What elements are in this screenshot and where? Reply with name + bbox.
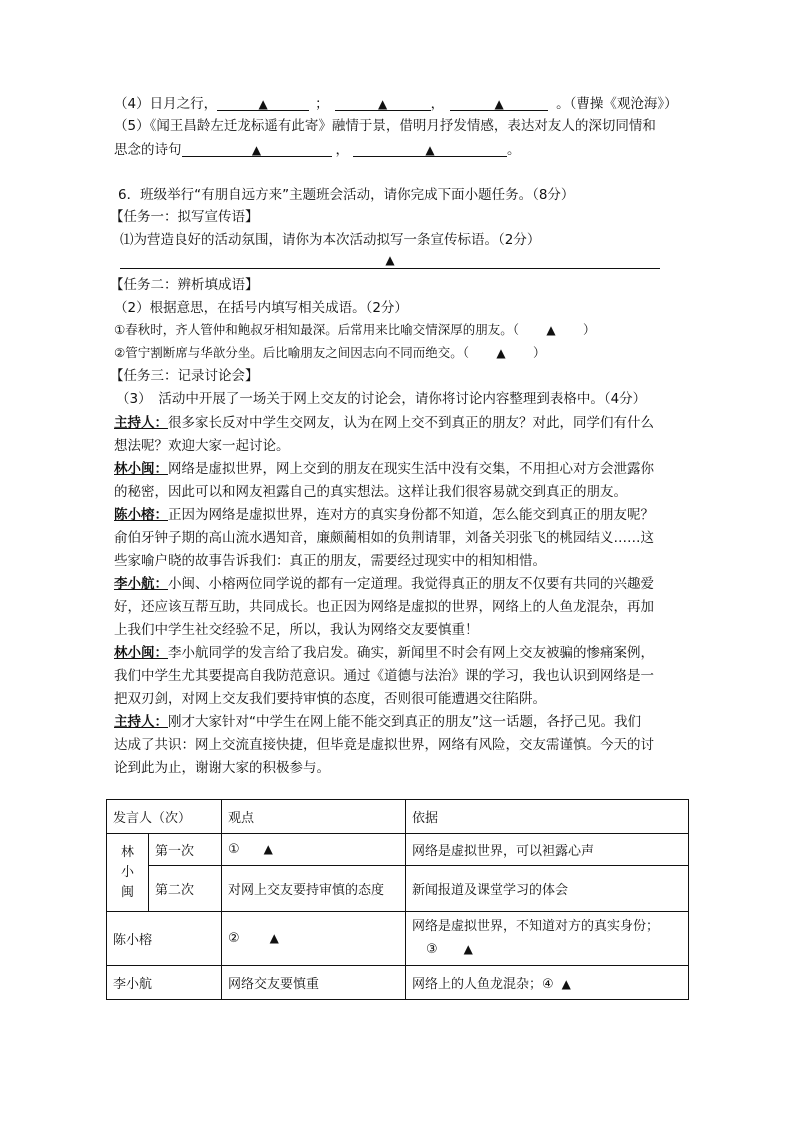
task1-answer-line[interactable]	[120, 252, 660, 269]
q5-blank-1[interactable]	[182, 140, 332, 157]
speaker-lin: 林小闽：	[114, 461, 168, 477]
idiom-1-blank[interactable]	[519, 320, 583, 340]
dialogue-line	[114, 413, 654, 433]
task3-prompt: （3） 活动中开展了一场关于网上交友的讨论会，请你将讨论内容整理到表格中。（4分）	[116, 391, 647, 407]
triangle-mark-icon: ▲	[496, 346, 506, 360]
speaker-li: 李小航：	[114, 576, 168, 592]
discussion-table	[106, 799, 689, 1000]
table-row	[107, 834, 689, 866]
triangle-mark-icon: ▲	[258, 97, 268, 111]
task3-header: 【任务三：记录讨论会】	[110, 368, 259, 384]
poem-item-4	[114, 94, 678, 114]
header-speaker: 发言人（次）	[107, 800, 222, 834]
table-header-row	[107, 800, 689, 834]
triangle-mark-icon: ▲	[425, 143, 435, 157]
dialogue-text: 很多家长反对中学生交网友，认为在网上交不到真正的朋友？对此，同学们有什么	[168, 415, 654, 431]
chen-name: 陈小榕	[107, 912, 222, 966]
dialogue-line	[114, 712, 641, 732]
task1-prompt: ⑴为营造良好的活动氛围，请你为本次活动拟写一条宣传标语。（2分）	[120, 232, 541, 248]
lin-name-char: 闽	[120, 884, 134, 900]
speaker-chen: 陈小榕：	[114, 507, 168, 523]
task2-prompt: （2）根据意思，在括号内填写相关成语。（2分）	[114, 300, 408, 316]
q4-sep2: ，	[430, 96, 445, 112]
q4-blank-1[interactable]	[217, 94, 309, 111]
q5-suffix: 。	[507, 142, 521, 158]
triangle-mark-icon: ▲	[561, 977, 571, 991]
table-row	[107, 966, 689, 1000]
triangle-mark-icon: ▲	[463, 942, 473, 956]
triangle-mark-icon: ▲	[377, 97, 388, 111]
li-view: 网络交友要慎重	[222, 966, 406, 1000]
blank-number: ③	[426, 942, 438, 957]
speaker-lin: 林小闽：	[114, 645, 168, 661]
dialogue-line	[114, 459, 654, 479]
q4-blank-2[interactable]	[335, 94, 431, 111]
speaker-host: 主持人：	[114, 714, 168, 730]
lin-first-basis: 网络是虚拟世界，可以袒露心声	[406, 834, 689, 866]
speaker-host: 主持人：	[114, 415, 168, 431]
idiom-1-close: ）	[582, 322, 596, 337]
poem-item-5-line1: （5）《闻王昌龄左迁龙标遥有此寄》融情于景，借明月抒发情感，表达对友人的深切同情和	[114, 118, 656, 134]
lin-name-cell	[107, 834, 149, 912]
lin-second-view: 对网上交友要持审慎的态度	[222, 866, 406, 912]
table-row	[107, 866, 689, 912]
chen-basis-text: 网络是虚拟世界，不知道对方的真实身份；	[412, 919, 660, 934]
triangle-mark-icon: ▲	[385, 253, 395, 267]
dialogue-line: 好，还应该互帮互助，共同成长。也正因为网络是虚拟的世界，网络上的人鱼龙混杂，再加	[114, 599, 654, 615]
task2-item-1	[114, 320, 595, 340]
header-view: 观点	[222, 800, 406, 834]
idiom-2-blank[interactable]	[469, 343, 533, 363]
chen-basis-blank	[412, 938, 682, 961]
dialogue-line: 想法呢？欢迎大家一起讨论。	[114, 438, 290, 454]
triangle-mark-icon: ▲	[251, 143, 262, 157]
dialogue-line	[114, 643, 654, 663]
lin-first-turn: 第一次	[149, 834, 222, 866]
task2-header: 【任务二：辨析填成语】	[110, 277, 259, 293]
header-basis: 依据	[406, 800, 689, 834]
dialogue-line: 达成了共识：网上交流直接快捷，但毕竟是虚拟世界，网络有风险，交友需谨慎。今天的讨	[114, 737, 654, 753]
li-basis-text: 网络上的人鱼龙混杂；④	[412, 977, 554, 992]
dialogue-text: 刚才大家针对“中学生在网上能不能交到真正的朋友”这一话题，各抒己见。我们	[168, 714, 641, 730]
li-basis[interactable]	[406, 966, 689, 1000]
dialogue-line: 我们中学生尤其要提高自我防范意识。通过《道德与法治》课的学习，我也认识到网络是一	[114, 668, 654, 684]
dialogue-line: 论到此为止，谢谢大家的积极参与。	[114, 760, 330, 776]
lin-name-char: 小	[120, 864, 134, 880]
dialogue-text: 小闽、小榕两位同学说的都有一定道理。我觉得真正的朋友不仅要有共同的兴趣爱	[168, 576, 654, 592]
triangle-mark-icon: ▲	[269, 931, 279, 945]
q4-blank-3[interactable]	[450, 94, 548, 111]
q5-sep: ，	[335, 142, 349, 158]
question6-title: 6．班级举行“有朋自远方来”主题班会活动，请你完成下面小题任务。（8分）	[118, 187, 575, 203]
dialogue-text: 李小航同学的发言给了我启发。确实，新闻里不时会有网上交友被骗的惨痛案例，	[168, 645, 654, 661]
dialogue-line: 些家喻户晓的故事告诉我们：真正的朋友，需要经过现实中的相知相惜。	[114, 553, 546, 569]
dialogue-text: 网络是虚拟世界，网上交到的朋友在现实生活中没有交集，不用担心对方会泄露你	[168, 461, 654, 477]
dialogue-line	[114, 574, 654, 594]
idiom-1-text: ①春秋时，齐人管仲和鲍叔牙相知最深。后常用来比喻交情深厚的朋友。（	[114, 322, 519, 337]
poem-item-5-line2	[114, 140, 521, 160]
blank-number: ②	[228, 931, 240, 946]
q4-suffix: 。（曹操《观沧海》）	[556, 96, 678, 112]
dialogue-line	[114, 505, 654, 525]
dialogue-text: 正因为网络是虚拟世界，连对方的真实身份都不知道，怎么能交到真正的朋友呢？	[168, 507, 654, 523]
triangle-mark-icon: ▲	[263, 842, 273, 856]
lin-first-view[interactable]	[222, 834, 406, 866]
triangle-mark-icon: ▲	[494, 97, 504, 111]
dialogue-line: 俞伯牙钟子期的高山流水遇知音，廉颇蔺相如的负荆请罪，刘备关羽张飞的桃园结义……这	[114, 530, 654, 546]
q4-sep1: ；	[315, 96, 329, 112]
dialogue-line: 的秘密，因此可以和网友袒露自己的真实想法。这样让我们很容易就交到真正的朋友。	[114, 484, 627, 500]
triangle-mark-icon: ▲	[546, 323, 556, 337]
dialogue-line: 上我们中学生社交经验不足，所以，我认为网络交友要慎重！	[114, 622, 479, 638]
task1-header: 【任务一：拟写宣传语】	[110, 209, 259, 225]
dialogue-line: 把双刃剑，对网上交友我们要持审慎的态度，否则很可能遭遇交往陷阱。	[114, 691, 546, 707]
chen-basis[interactable]	[406, 912, 689, 966]
q5-blank-2[interactable]	[353, 140, 507, 157]
task2-item-2	[114, 343, 545, 363]
blank-number: ①	[228, 842, 240, 857]
lin-second-basis: 新闻报道及课堂学习的体会	[406, 866, 689, 912]
li-name: 李小航	[107, 966, 222, 1000]
q4-prefix: （4）日月之行，	[114, 96, 218, 112]
q5-prefix: 思念的诗句	[114, 142, 182, 158]
chen-view[interactable]	[222, 912, 406, 966]
table-row	[107, 912, 689, 966]
idiom-2-close: ）	[532, 345, 546, 360]
idiom-2-text: ②管宁割断席与华歆分坐。后比喻朋友之间因志向不同而绝交。（	[114, 345, 469, 360]
lin-name-char: 林	[120, 844, 134, 860]
lin-second-turn: 第二次	[149, 866, 222, 912]
